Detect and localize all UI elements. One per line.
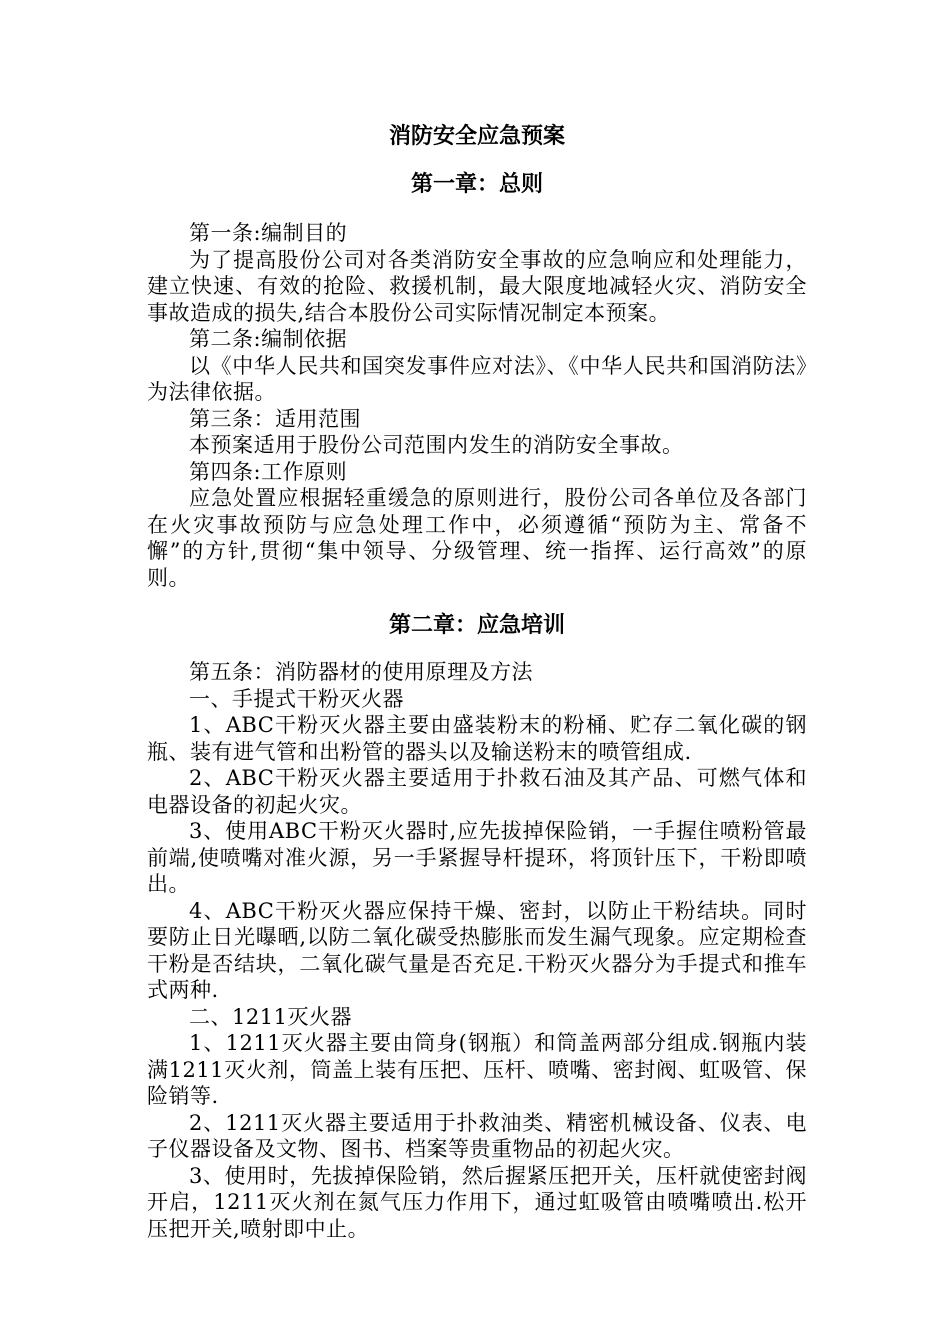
dry-powder-item-4: 4、ABC干粉灭火器应保持干燥、密封，以防止干粉结块。同时要防止日光曝晒,以防二氧化碳受热膨胀而发生漏气现象。应定期检查干粉是否结块，二氧化碳气量是否充足.干粉灭火器分为手提式和推车式两种. (147, 898, 807, 1002)
dry-powder-item-3: 3、使用ABC干粉灭火器时,应先拔掉保险销，一手握住喷粉管最前端,使喷嘴对准火源，另一手紧握导杆提环，将顶针压下，干粉即喷出。 (147, 819, 807, 896)
chapter-1-heading: 第一章：总则 (410, 172, 543, 197)
chapter-2-heading: 第二章：应急培训 (388, 613, 565, 638)
article-1-body: 为了提高股份公司对各类消防安全事故的应急响应和处理能力，建立快速、有效的抢险、救援机制，最大限度地减轻火灾、消防安全事故造成的损失,结合本股份公司实际情况制定本预案。 (147, 247, 807, 325)
extinguisher-1211-item-2: 2、1211灭火器主要适用于扑救油类、精密机械设备、仪表、电子仪器设备及文物、图书、档案等贵重物品的初起火灾。 (147, 1110, 807, 1161)
article-4-title: 第四条:工作原则 (189, 459, 348, 484)
article-3-body: 本预案适用于股份公司范围内发生的消防安全事故。 (189, 433, 684, 457)
extinguisher-1211-item-1: 1、1211灭火器主要由筒身(钢瓶）和筒盖两部分组成.钢瓶内装满1211灭火剂，筒盖上装有压把、压杆、喷嘴、密封阀、虹吸管、保险销等. (147, 1031, 807, 1108)
article-2-body: 以《中华人民共和国突发事件应对法》、《中华人民共和国消防法》为法律依据。 (147, 353, 807, 404)
dry-powder-item-1: 1、ABC干粉灭火器主要由盛装粉末的粉桶、贮存二氧化碳的钢瓶、装有进气管和出粉管的器头以及输送粉末的喷管组成. (147, 713, 807, 764)
article-1-title: 第一条:编制目的 (189, 221, 348, 245)
extinguisher-1211-item-3: 3、使用时，先拔掉保险销，然后握紧压把开关，压杆就使密封阀开启，1211灭火剂在氮气压力作用下，通过虹吸管由喷嘴喷出.松开压把开关,喷射即中止。 (147, 1163, 807, 1241)
section-1211-heading: 二、1211灭火器 (189, 1004, 352, 1029)
article-2-title: 第二条:编制依据 (189, 327, 348, 351)
section-dry-powder-heading: 一、手提式干粉灭火器 (189, 686, 404, 711)
chapter-1-section (147, 220, 807, 591)
dry-powder-item-2: 2、ABC干粉灭火器主要适用于扑救石油及其产品、可燃气体和电器设备的初起火灾。 (147, 766, 807, 817)
article-3-title: 第三条：适用范围 (189, 406, 361, 431)
article-5-title: 第五条：消防器材的使用原理及方法 (189, 660, 533, 684)
chapter-2-section (147, 659, 807, 1242)
document-title: 消防安全应急预案 (388, 124, 565, 149)
document-body (147, 118, 807, 1242)
article-4-body: 应急处置应根据轻重缓急的原则进行，股份公司各单位及各部门在火灾事故预防与应急处理工作中，必须遵循“预防为主、常备不懈”的方针,贯彻“集中领导、分级管理、统一指挥、运行高效”的原则。 (147, 486, 807, 590)
